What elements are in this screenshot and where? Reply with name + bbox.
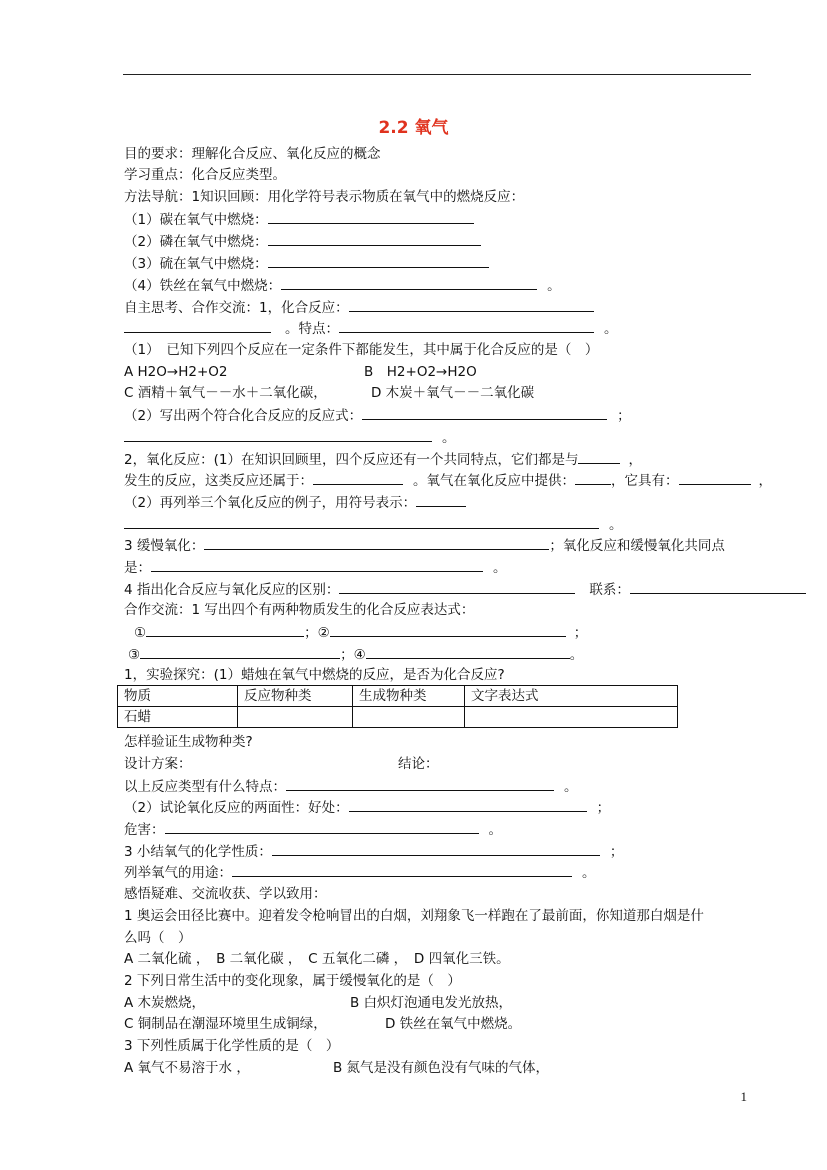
oxidation-examples-cont	[124, 514, 623, 535]
feature-line	[124, 318, 618, 339]
focus-line: 学习重点：化合反应类型。	[124, 167, 286, 183]
exercise-2-cd	[124, 1014, 521, 1034]
table-header: 物质	[118, 686, 238, 707]
benefit-blank[interactable]	[349, 797, 587, 812]
period: 。	[493, 560, 507, 576]
exercise-2-option-b: B 白炽灯泡通电发光放热，	[350, 995, 513, 1011]
exercise-3: 3 下列性质属于化学性质的是（ ）	[124, 1038, 340, 1054]
phosphorus-label: （2）磷在氧气中燃烧：	[124, 234, 268, 250]
slow-oxidation-common: ；氧化反应和缓慢氧化共同点	[549, 538, 725, 554]
oxygen-has-blank[interactable]	[679, 470, 751, 485]
relation-label: 联系：	[589, 582, 630, 598]
traits-line	[124, 776, 578, 797]
period: 。	[609, 517, 623, 533]
number-2: ；②	[304, 625, 330, 641]
iron-label: （4）铁丝在氧气中燃烧：	[124, 278, 282, 294]
table-header: 反应物种类	[238, 686, 353, 707]
harm-blank[interactable]	[165, 819, 479, 834]
oxidation-class-blank[interactable]	[313, 470, 403, 485]
harm-line	[124, 819, 502, 840]
feature-blank[interactable]	[339, 318, 594, 333]
phosphorus-line	[124, 231, 481, 252]
oxygen-provides-blank[interactable]	[575, 470, 611, 485]
number-3: ③	[128, 647, 141, 663]
difference-blank[interactable]	[339, 579, 575, 594]
uses-blank[interactable]	[232, 862, 572, 877]
harm-label: 危害：	[124, 822, 165, 838]
sulfur-blank[interactable]	[268, 253, 489, 268]
design-label: 设计方案：	[124, 756, 192, 772]
comma: ，	[628, 452, 642, 468]
semicolon: ；	[596, 800, 611, 816]
combination-blank[interactable]	[349, 297, 594, 312]
exercise-2-option-c: C 铜制品在潮湿环境里生成铜绿，	[124, 1016, 327, 1032]
sulfur-label: （3）硫在氧气中燃烧：	[124, 256, 268, 272]
slow-oxidation-is: 是：	[124, 560, 151, 576]
design-line	[124, 754, 439, 774]
exercise-2-option-d: D 铁丝在氧气中燃烧。	[385, 1016, 522, 1032]
properties-blank[interactable]	[272, 841, 600, 856]
question-1: （1） 已知下列四个反应在一定条件下都能发生，其中属于化合反应的是（ ）	[124, 342, 599, 358]
oxygen-provides-label: 。氧气在氧化反应中提供：	[413, 473, 575, 489]
slow-oxidation-blank[interactable]	[204, 535, 549, 550]
period: 。	[442, 430, 456, 446]
oxidation-examples-blank-2[interactable]	[124, 514, 599, 529]
question-2-cont	[124, 427, 456, 448]
verify-line: 怎样验证生成物种类?	[124, 734, 253, 750]
two-sides-label: （2）试论氧化反应的两面性：好处：	[124, 800, 349, 816]
period: 。	[569, 647, 584, 663]
exercise-2: 2 下列日常生活中的变化现象，属于缓慢氧化的是（ ）	[124, 973, 461, 989]
difference-line	[124, 579, 806, 600]
iron-end: 。	[547, 278, 561, 294]
comma: ，	[758, 473, 772, 489]
oxidation-line-2	[124, 470, 772, 491]
table-cell[interactable]	[238, 707, 353, 728]
oxidation-class-label: 发生的反应，这类反应还属于：	[124, 473, 313, 489]
period: 。	[488, 822, 502, 838]
reaction-blank-3[interactable]	[140, 644, 340, 659]
period: 。	[582, 865, 596, 881]
uses-line	[124, 862, 596, 883]
table-header: 生成物种类	[353, 686, 465, 707]
oxidation-examples-label: （2）再列举三个氧化反应的例子，用符号表示：	[124, 495, 417, 511]
carbon-label: （1）碳在氧气中燃烧：	[124, 212, 268, 228]
oxidation-line-1	[124, 449, 642, 470]
properties-label: 3 小结氧气的化学性质：	[124, 844, 272, 860]
exercise-1-options: A 二氧化硫 ， B 二氧化碳 ， C 五氧化二磷 ， D 四氧化三铁。	[124, 951, 510, 967]
oxidation-label: 2，氧化反应：(1）在知识回顾里，四个反应还有一个共同特点，它们都是与	[124, 452, 579, 468]
table-header: 文字表达式	[465, 686, 678, 707]
option-b: B H2+O2→H2O	[364, 364, 477, 380]
oxidation-blank-1[interactable]	[578, 449, 620, 464]
method-line: 方法导航：1知识回顾：用化学符号表示物质在氧气中的燃烧反应：	[124, 189, 525, 205]
number-1: ①	[134, 625, 147, 641]
page-title: 2.2 氧气	[378, 118, 449, 138]
table-cell: 石蜡	[118, 707, 238, 728]
reflect-line: 感悟疑难、交流收获、学以致用：	[124, 886, 327, 902]
exercise-3-option-b: B 氮气是没有颜色没有气味的气体，	[333, 1060, 550, 1076]
combination-label: 自主思考、合作交流：1，化合反应：	[124, 300, 349, 316]
table-cell[interactable]	[465, 707, 678, 728]
reaction-blank-2[interactable]	[330, 622, 566, 637]
exercise-1: 1 奥运会田径比赛中。迎着发令枪响冒出的白烟，刘翔象飞一样跑在了最前面，你知道那白烟是什	[124, 908, 704, 924]
oxygen-has-label: ，它具有：	[611, 473, 679, 489]
relation-blank[interactable]	[630, 579, 806, 594]
option-a: A H2O→H2+O2	[124, 364, 228, 380]
exercise-2-option-a: A 木炭燃烧，	[124, 995, 206, 1011]
question-2	[124, 405, 631, 426]
option-c: C 酒精＋氧气－－水＋二氧化碳，	[124, 385, 327, 401]
uses-label: 列举氧气的用途：	[124, 865, 232, 881]
experiment-line: 1，实验探究：(1）蜡烛在氧气中燃烧的反应，是否为化合反应?	[124, 667, 505, 683]
reaction-blank-4[interactable]	[366, 644, 570, 659]
slow-oxidation-line	[124, 535, 725, 556]
question-2-blank-2[interactable]	[124, 427, 432, 442]
table-cell[interactable]	[353, 707, 465, 728]
exercise-3-option-a: A 氧气不易溶于水 ，	[124, 1060, 250, 1076]
exercise-3-ab	[124, 1058, 549, 1078]
reactions-row-2	[124, 644, 583, 665]
cooperation-line: 合作交流：1 写出四个有两种物质发生的化合反应表达式：	[124, 602, 475, 618]
option-d: D 木炭＋氧气－－二氧化碳	[371, 385, 535, 401]
table-row	[118, 707, 678, 728]
table-header-row	[118, 686, 678, 707]
traits-label: 以上反应类型有什么特点：	[124, 779, 286, 795]
slow-oxidation-label: 3 缓慢氧化：	[124, 538, 205, 554]
slow-oxidation-cont	[124, 557, 507, 578]
reaction-blank-1[interactable]	[146, 622, 304, 637]
semicolon: ；	[573, 625, 588, 641]
sulfur-line	[124, 253, 489, 274]
semicolon: ；	[609, 844, 624, 860]
common-blank[interactable]	[151, 557, 483, 572]
iron-blank[interactable]	[281, 275, 537, 290]
feature-label: 。特点：	[285, 321, 339, 337]
carbon-line	[124, 209, 474, 230]
number-4: ；④	[340, 647, 366, 663]
difference-label: 4 指出化合反应与氧化反应的区别：	[124, 582, 340, 598]
oxidation-examples	[124, 492, 466, 513]
phosphorus-blank[interactable]	[268, 231, 481, 246]
page-number: 1	[740, 1089, 747, 1104]
two-sides-line	[124, 797, 610, 818]
semicolon: ；	[617, 408, 631, 424]
feature-end: 。	[604, 321, 618, 337]
question-2-label: （2）写出两个符合化合反应的反应式：	[124, 408, 363, 424]
question-2-blank[interactable]	[362, 405, 607, 420]
combination-line	[124, 297, 594, 318]
reactions-row-1	[124, 622, 587, 643]
exercise-2-ab	[124, 993, 512, 1013]
properties-line	[124, 841, 623, 862]
question-1-cd	[124, 383, 534, 403]
goal-line: 目的要求：理解化合反应、氧化反应的概念	[124, 146, 381, 162]
question-1-ab	[124, 362, 477, 382]
header-rule	[123, 74, 751, 75]
carbon-blank[interactable]	[268, 209, 474, 224]
conclusion-label: 结论：	[398, 756, 439, 772]
traits-blank[interactable]	[286, 776, 554, 791]
experiment-table	[117, 685, 678, 728]
exercise-1-cont: 么吗（ ）	[124, 930, 192, 946]
combination-blank-2[interactable]	[124, 318, 271, 333]
iron-line	[124, 275, 561, 296]
period: 。	[564, 779, 578, 795]
oxidation-examples-blank[interactable]	[416, 492, 466, 507]
